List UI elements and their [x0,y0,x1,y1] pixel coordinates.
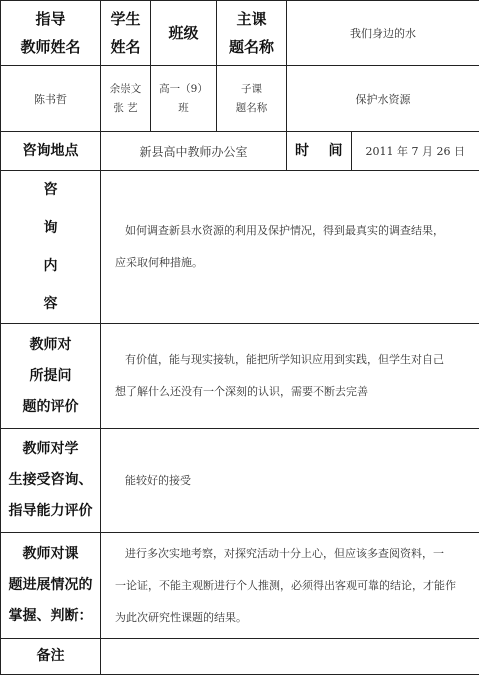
class-header: 班级 [151,1,217,66]
main-topic-header: 主课 题名称 [217,1,287,66]
progress-eval-text: 进行多次实地考察，对探究活动十分上心，但应该多查阅资料，一 一论证，不能主观断进行个人推测，必须得出客观可靠的结论，才能作 为此次研究性课题的结果。 [101,533,479,639]
info-row [1,66,479,132]
sub-topic-value: 保护水资源 [287,66,479,132]
content-text: 如何调查新县水资源的利用及保护情况，得到最真实的调查结果， 应采取何种措施。 [101,171,479,324]
time-cell [287,132,479,171]
progress-eval-row [1,533,479,639]
content-label: 咨 询 内 容 [1,171,101,324]
remarks-value [101,639,479,675]
place-time-row [1,132,479,171]
place-label: 咨询地点 [1,132,101,171]
remarks-label: 备注 [1,639,101,675]
ability-eval-text: 能较好的接受 [101,429,479,533]
teacher-name-header: 指导 教师姓名 [1,1,101,66]
student-name-header: 学生 姓名 [101,1,151,66]
header-row [1,1,479,66]
teacher-name-value: 陈书哲 [1,66,101,132]
ability-eval-row [1,429,479,533]
time-label: 时 间 [287,132,351,170]
place-value: 新县高中教师办公室 [101,132,287,171]
question-eval-row [1,324,479,429]
sub-topic-label: 子课 题名称 [217,66,287,132]
content-row [1,171,479,324]
question-eval-label: 教师对 所提问 题的评价 [1,324,101,429]
student-names-value: 余崇文 张 艺 [101,66,151,132]
time-value: 2011 年 7 月 26 日 [351,132,479,170]
question-eval-text: 有价值，能与现实接轨，能把所学知识应用到实践，但学生对自己 想了解什么还没有一个深刻的认识，需要不断去完善 [101,324,479,429]
remarks-row [1,639,479,675]
main-topic-value: 我们身边的水 [287,1,479,66]
progress-eval-label: 教师对课 题进展情况的 掌握、判断： [1,533,101,639]
class-value: 高一（9） 班 [151,66,217,132]
ability-eval-label: 教师对学 生接受咨询、 指导能力评价 [1,429,101,533]
